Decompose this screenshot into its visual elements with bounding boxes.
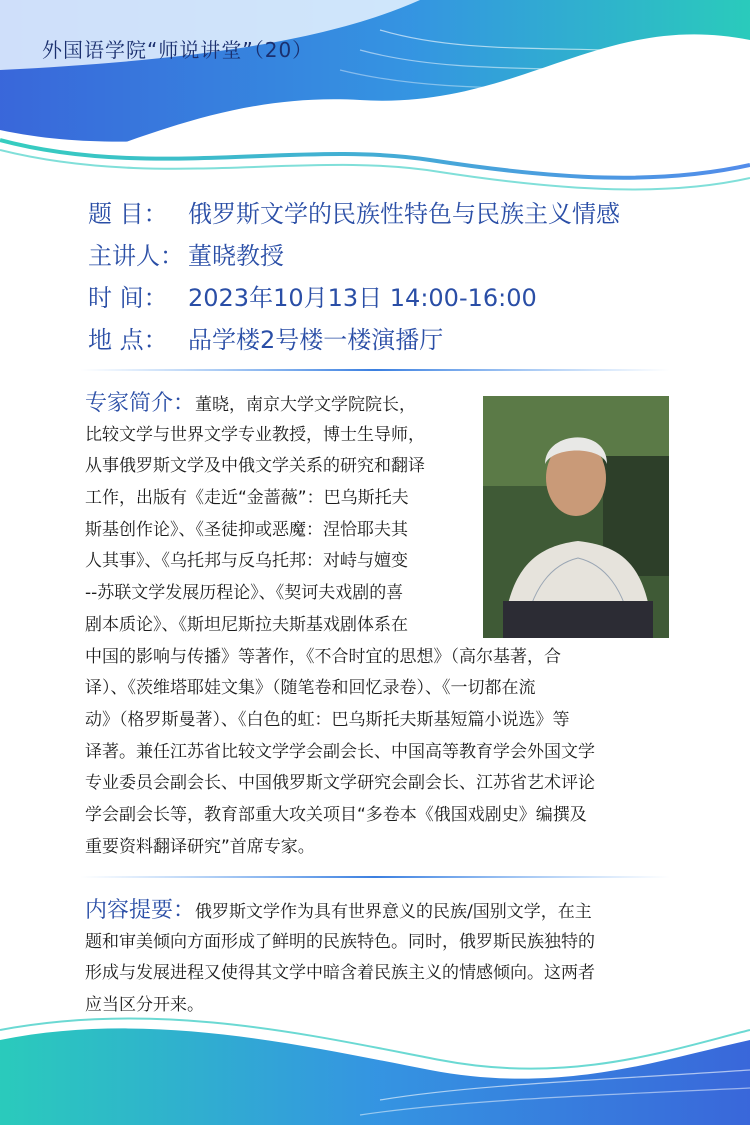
speaker-label: 主讲人： bbox=[88, 242, 184, 270]
top-wave-decoration bbox=[0, 0, 750, 200]
bio-line: 斯基创作论》、《圣徒抑或恶魔：涅恰耶夫其 bbox=[85, 519, 408, 540]
bio-line: 工作，出版有《走近“金蔷薇”：巴乌斯托夫 bbox=[85, 488, 409, 509]
divider-bottom bbox=[80, 874, 670, 880]
topic-row bbox=[88, 193, 620, 235]
divider-top bbox=[80, 367, 670, 373]
bio-line: 重要资料翻译研究”首席专家。 bbox=[85, 836, 315, 857]
bio-line: 动》（格罗斯曼著）、《白色的虹：巴乌斯托夫斯基短篇小说选》等 bbox=[85, 709, 570, 730]
bio-heading: 专家简介： bbox=[85, 391, 196, 416]
bio-section bbox=[85, 388, 680, 863]
bio-line: 从事俄罗斯文学及中俄文学关系的研究和翻译 bbox=[85, 456, 425, 477]
bio-line: 专业委员会副会长、中国俄罗斯文学研究会副会长、江苏省艺术评论 bbox=[85, 773, 595, 794]
speaker-value: 董晓教授 bbox=[188, 242, 284, 270]
bio-line: --苏联文学发展历程论》、《契诃夫戏剧的喜 bbox=[85, 583, 404, 604]
event-info bbox=[88, 193, 620, 361]
series-title: 外国语学院“师说讲堂”（20） bbox=[42, 38, 314, 62]
bio-line: 学会副会长等，教育部重大攻关项目“多卷本《俄国戏剧史》编撰及 bbox=[85, 804, 587, 825]
time-value: 2023年10月13日 14:00-16:00 bbox=[188, 284, 537, 312]
place-row bbox=[88, 319, 620, 361]
bio-line: 比较文学与世界文学专业教授，博士生导师， bbox=[85, 424, 425, 445]
bio-line-0: 专家简介：董晓，南京大学文学院院长， bbox=[85, 391, 417, 416]
bottom-wave-decoration bbox=[0, 1000, 750, 1125]
summary-heading: 内容提要： bbox=[85, 898, 196, 923]
bio-line: 中国的影响与传播》等著作，《不合时宜的思想》（高尔基著，合 bbox=[85, 646, 561, 667]
bio-line: 人其事》、《乌托邦与反乌托邦：对峙与嬗变 bbox=[85, 551, 408, 572]
summary-line: 形成与发展进程又使得其文学中暗含着民族主义的情感倾向。这两者 bbox=[85, 963, 595, 984]
bio-line: 译）、《茨维塔耶娃文集》（随笔卷和回忆录卷）、《一切都在流 bbox=[85, 678, 536, 699]
bio-line: 剧本质论》、《斯坦尼斯拉夫斯基戏剧体系在 bbox=[85, 614, 408, 635]
time-label: 时 间： bbox=[88, 284, 168, 312]
time-row bbox=[88, 277, 620, 319]
place-label: 地 点： bbox=[88, 326, 168, 354]
summary-line: 应当区分开来。 bbox=[85, 995, 204, 1016]
place-value: 品学楼2号楼一楼演播厅 bbox=[188, 326, 444, 354]
summary-line-0: 内容提要：俄罗斯文学作为具有世界意义的民族/国别文学，在主 bbox=[85, 898, 592, 923]
summary-line: 题和审美倾向方面形成了鲜明的民族特色。同时，俄罗斯民族独特的 bbox=[85, 931, 595, 952]
topic-label: 题 目： bbox=[88, 200, 168, 228]
bio-line: 译著。兼任江苏省比较文学学会副会长、中国高等教育学会外国文学 bbox=[85, 741, 595, 762]
topic-value: 俄罗斯文学的民族性特色与民族主义情感 bbox=[188, 200, 620, 228]
speaker-row bbox=[88, 235, 620, 277]
